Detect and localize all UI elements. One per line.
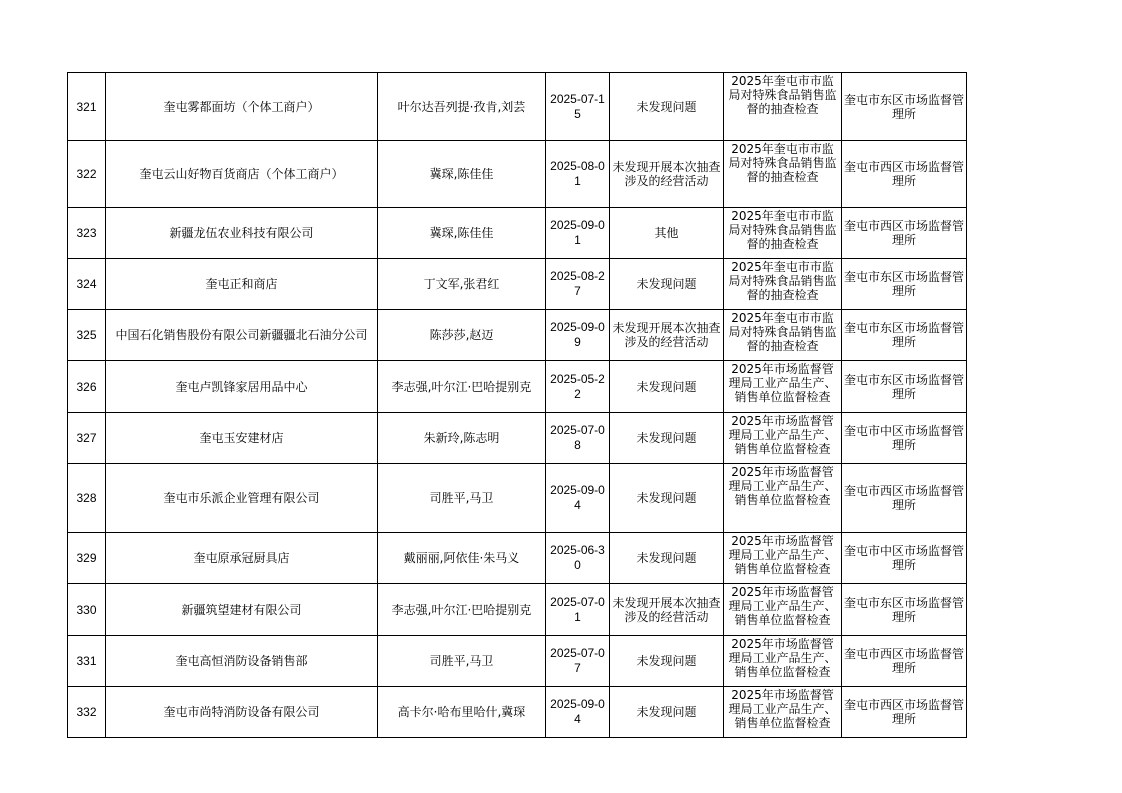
business-name-cell: 中国石化销售股份有限公司新疆疆北石油分公司 — [106, 310, 378, 361]
inspectors-cell: 高卡尔·哈布里哈什,冀琛 — [378, 687, 546, 738]
row-number-cell: 330 — [68, 584, 106, 636]
inspection-date-cell: 2025-07-15 — [546, 73, 610, 141]
row-number-cell: 325 — [68, 310, 106, 361]
table-row — [68, 687, 967, 738]
department-cell: 奎屯市西区市场监督管理所 — [842, 464, 967, 533]
inspection-date-cell: 2025-05-22 — [546, 361, 610, 413]
inspection-result-cell: 未发现开展本次抽查涉及的经营活动 — [610, 584, 724, 636]
inspection-date-cell: 2025-08-27 — [546, 259, 610, 310]
department-cell: 奎屯市西区市场监督管理所 — [842, 208, 967, 259]
inspection-task-cell — [724, 687, 842, 738]
inspectors-cell: 司胜平,马卫 — [378, 636, 546, 687]
table-row — [68, 464, 967, 533]
table-row — [68, 208, 967, 259]
inspection-task-text: 2025年市场监督管理局工业产品生产、销售单位监督检查 — [728, 637, 837, 679]
business-name-cell: 奎屯市乐派企业管理有限公司 — [106, 464, 378, 533]
inspectors-cell: 李志强,叶尔江·巴哈提别克 — [378, 584, 546, 636]
business-name-cell: 奎屯原承冠厨具店 — [106, 533, 378, 584]
business-name-cell: 新疆筑望建材有限公司 — [106, 584, 378, 636]
row-number-cell: 326 — [68, 361, 106, 413]
row-number-cell: 328 — [68, 464, 106, 533]
inspection-task-text: 2025年市场监督管理局工业产品生产、销售单位监督检查 — [728, 362, 837, 404]
row-number-cell: 329 — [68, 533, 106, 584]
inspection-date-cell: 2025-06-30 — [546, 533, 610, 584]
inspectors-cell: 李志强,叶尔江·巴哈提别克 — [378, 361, 546, 413]
inspection-date-cell: 2025-08-01 — [546, 141, 610, 208]
row-number-cell: 332 — [68, 687, 106, 738]
department-cell: 奎屯市中区市场监督管理所 — [842, 533, 967, 584]
row-number-cell: 331 — [68, 636, 106, 687]
inspectors-cell: 陈莎莎,赵迈 — [378, 310, 546, 361]
inspectors-cell: 丁文军,张君红 — [378, 259, 546, 310]
inspection-task-cell — [724, 141, 842, 208]
inspectors-cell: 戴丽丽,阿依佳·朱马义 — [378, 533, 546, 584]
inspection-task-text: 2025年市场监督管理局工业产品生产、销售单位监督检查 — [728, 688, 837, 730]
table-row — [68, 310, 967, 361]
inspection-result-cell: 未发现问题 — [610, 464, 724, 533]
table-body — [68, 73, 967, 738]
inspection-result-cell: 未发现开展本次抽查涉及的经营活动 — [610, 141, 724, 208]
inspection-result-cell: 未发现问题 — [610, 259, 724, 310]
inspection-task-cell — [724, 208, 842, 259]
department-cell: 奎屯市东区市场监督管理所 — [842, 73, 967, 141]
inspection-date-cell: 2025-07-01 — [546, 584, 610, 636]
table-row — [68, 413, 967, 464]
table-row — [68, 361, 967, 413]
inspection-task-text: 2025年奎屯市市监局对特殊食品销售监督的抽查检查 — [728, 311, 837, 353]
inspection-results-table — [67, 72, 967, 738]
inspection-date-cell: 2025-09-01 — [546, 208, 610, 259]
table-row — [68, 259, 967, 310]
department-cell: 奎屯市西区市场监督管理所 — [842, 141, 967, 208]
inspection-date-cell: 2025-07-08 — [546, 413, 610, 464]
inspection-task-text: 2025年奎屯市市监局对特殊食品销售监督的抽查检查 — [728, 142, 837, 184]
department-cell: 奎屯市东区市场监督管理所 — [842, 259, 967, 310]
inspection-result-cell: 未发现问题 — [610, 636, 724, 687]
inspection-task-cell — [724, 73, 842, 141]
inspectors-cell: 司胜平,马卫 — [378, 464, 546, 533]
row-number-cell: 323 — [68, 208, 106, 259]
table-row — [68, 73, 967, 141]
row-number-cell: 327 — [68, 413, 106, 464]
inspection-task-cell — [724, 361, 842, 413]
inspectors-cell: 朱新玲,陈志明 — [378, 413, 546, 464]
business-name-cell: 奎屯玉安建材店 — [106, 413, 378, 464]
table-row — [68, 141, 967, 208]
business-name-cell: 奎屯正和商店 — [106, 259, 378, 310]
business-name-cell: 奎屯卢凯锋家居用品中心 — [106, 361, 378, 413]
table-row — [68, 533, 967, 584]
inspection-result-cell: 未发现问题 — [610, 73, 724, 141]
business-name-cell: 奎屯高恒消防设备销售部 — [106, 636, 378, 687]
inspection-date-cell: 2025-09-09 — [546, 310, 610, 361]
department-cell: 奎屯市东区市场监督管理所 — [842, 310, 967, 361]
inspectors-cell: 冀琛,陈佳佳 — [378, 208, 546, 259]
row-number-cell: 322 — [68, 141, 106, 208]
inspection-task-cell — [724, 413, 842, 464]
inspection-date-cell: 2025-09-04 — [546, 464, 610, 533]
department-cell: 奎屯市西区市场监督管理所 — [842, 636, 967, 687]
inspection-result-cell: 未发现问题 — [610, 361, 724, 413]
inspection-task-cell — [724, 533, 842, 584]
inspection-task-cell — [724, 259, 842, 310]
department-cell: 奎屯市中区市场监督管理所 — [842, 413, 967, 464]
inspection-task-text: 2025年市场监督管理局工业产品生产、销售单位监督检查 — [728, 414, 837, 456]
inspection-date-cell: 2025-09-04 — [546, 687, 610, 738]
inspection-result-cell: 未发现开展本次抽查涉及的经营活动 — [610, 310, 724, 361]
department-cell: 奎屯市西区市场监督管理所 — [842, 687, 967, 738]
inspection-task-cell — [724, 464, 842, 533]
inspection-date-cell: 2025-07-07 — [546, 636, 610, 687]
inspection-task-text: 2025年奎屯市市监局对特殊食品销售监督的抽查检查 — [728, 74, 837, 116]
inspection-task-cell — [724, 636, 842, 687]
inspectors-cell: 叶尔达吾列提·孜肯,刘芸 — [378, 73, 546, 141]
business-name-cell: 奎屯云山好物百货商店（个体工商户） — [106, 141, 378, 208]
inspection-task-cell — [724, 584, 842, 636]
inspectors-cell: 冀琛,陈佳佳 — [378, 141, 546, 208]
department-cell: 奎屯市东区市场监督管理所 — [842, 584, 967, 636]
inspection-result-cell: 未发现问题 — [610, 413, 724, 464]
department-cell: 奎屯市东区市场监督管理所 — [842, 361, 967, 413]
inspection-result-cell: 其他 — [610, 208, 724, 259]
inspection-task-text: 2025年奎屯市市监局对特殊食品销售监督的抽查检查 — [728, 260, 837, 302]
business-name-cell: 新疆龙伍农业科技有限公司 — [106, 208, 378, 259]
business-name-cell: 奎屯雾都面坊（个体工商户） — [106, 73, 378, 141]
inspection-task-text: 2025年市场监督管理局工业产品生产、销售单位监督检查 — [728, 534, 837, 576]
table-row — [68, 636, 967, 687]
inspection-result-cell: 未发现问题 — [610, 533, 724, 584]
row-number-cell: 324 — [68, 259, 106, 310]
inspection-task-text: 2025年市场监督管理局工业产品生产、销售单位监督检查 — [728, 585, 837, 627]
inspection-task-text: 2025年奎屯市市监局对特殊食品销售监督的抽查检查 — [728, 209, 837, 251]
row-number-cell: 321 — [68, 73, 106, 141]
inspection-task-cell — [724, 310, 842, 361]
inspection-task-text: 2025年市场监督管理局工业产品生产、销售单位监督检查 — [728, 465, 837, 507]
inspection-result-cell: 未发现问题 — [610, 687, 724, 738]
business-name-cell: 奎屯市尚特消防设备有限公司 — [106, 687, 378, 738]
table-row — [68, 584, 967, 636]
